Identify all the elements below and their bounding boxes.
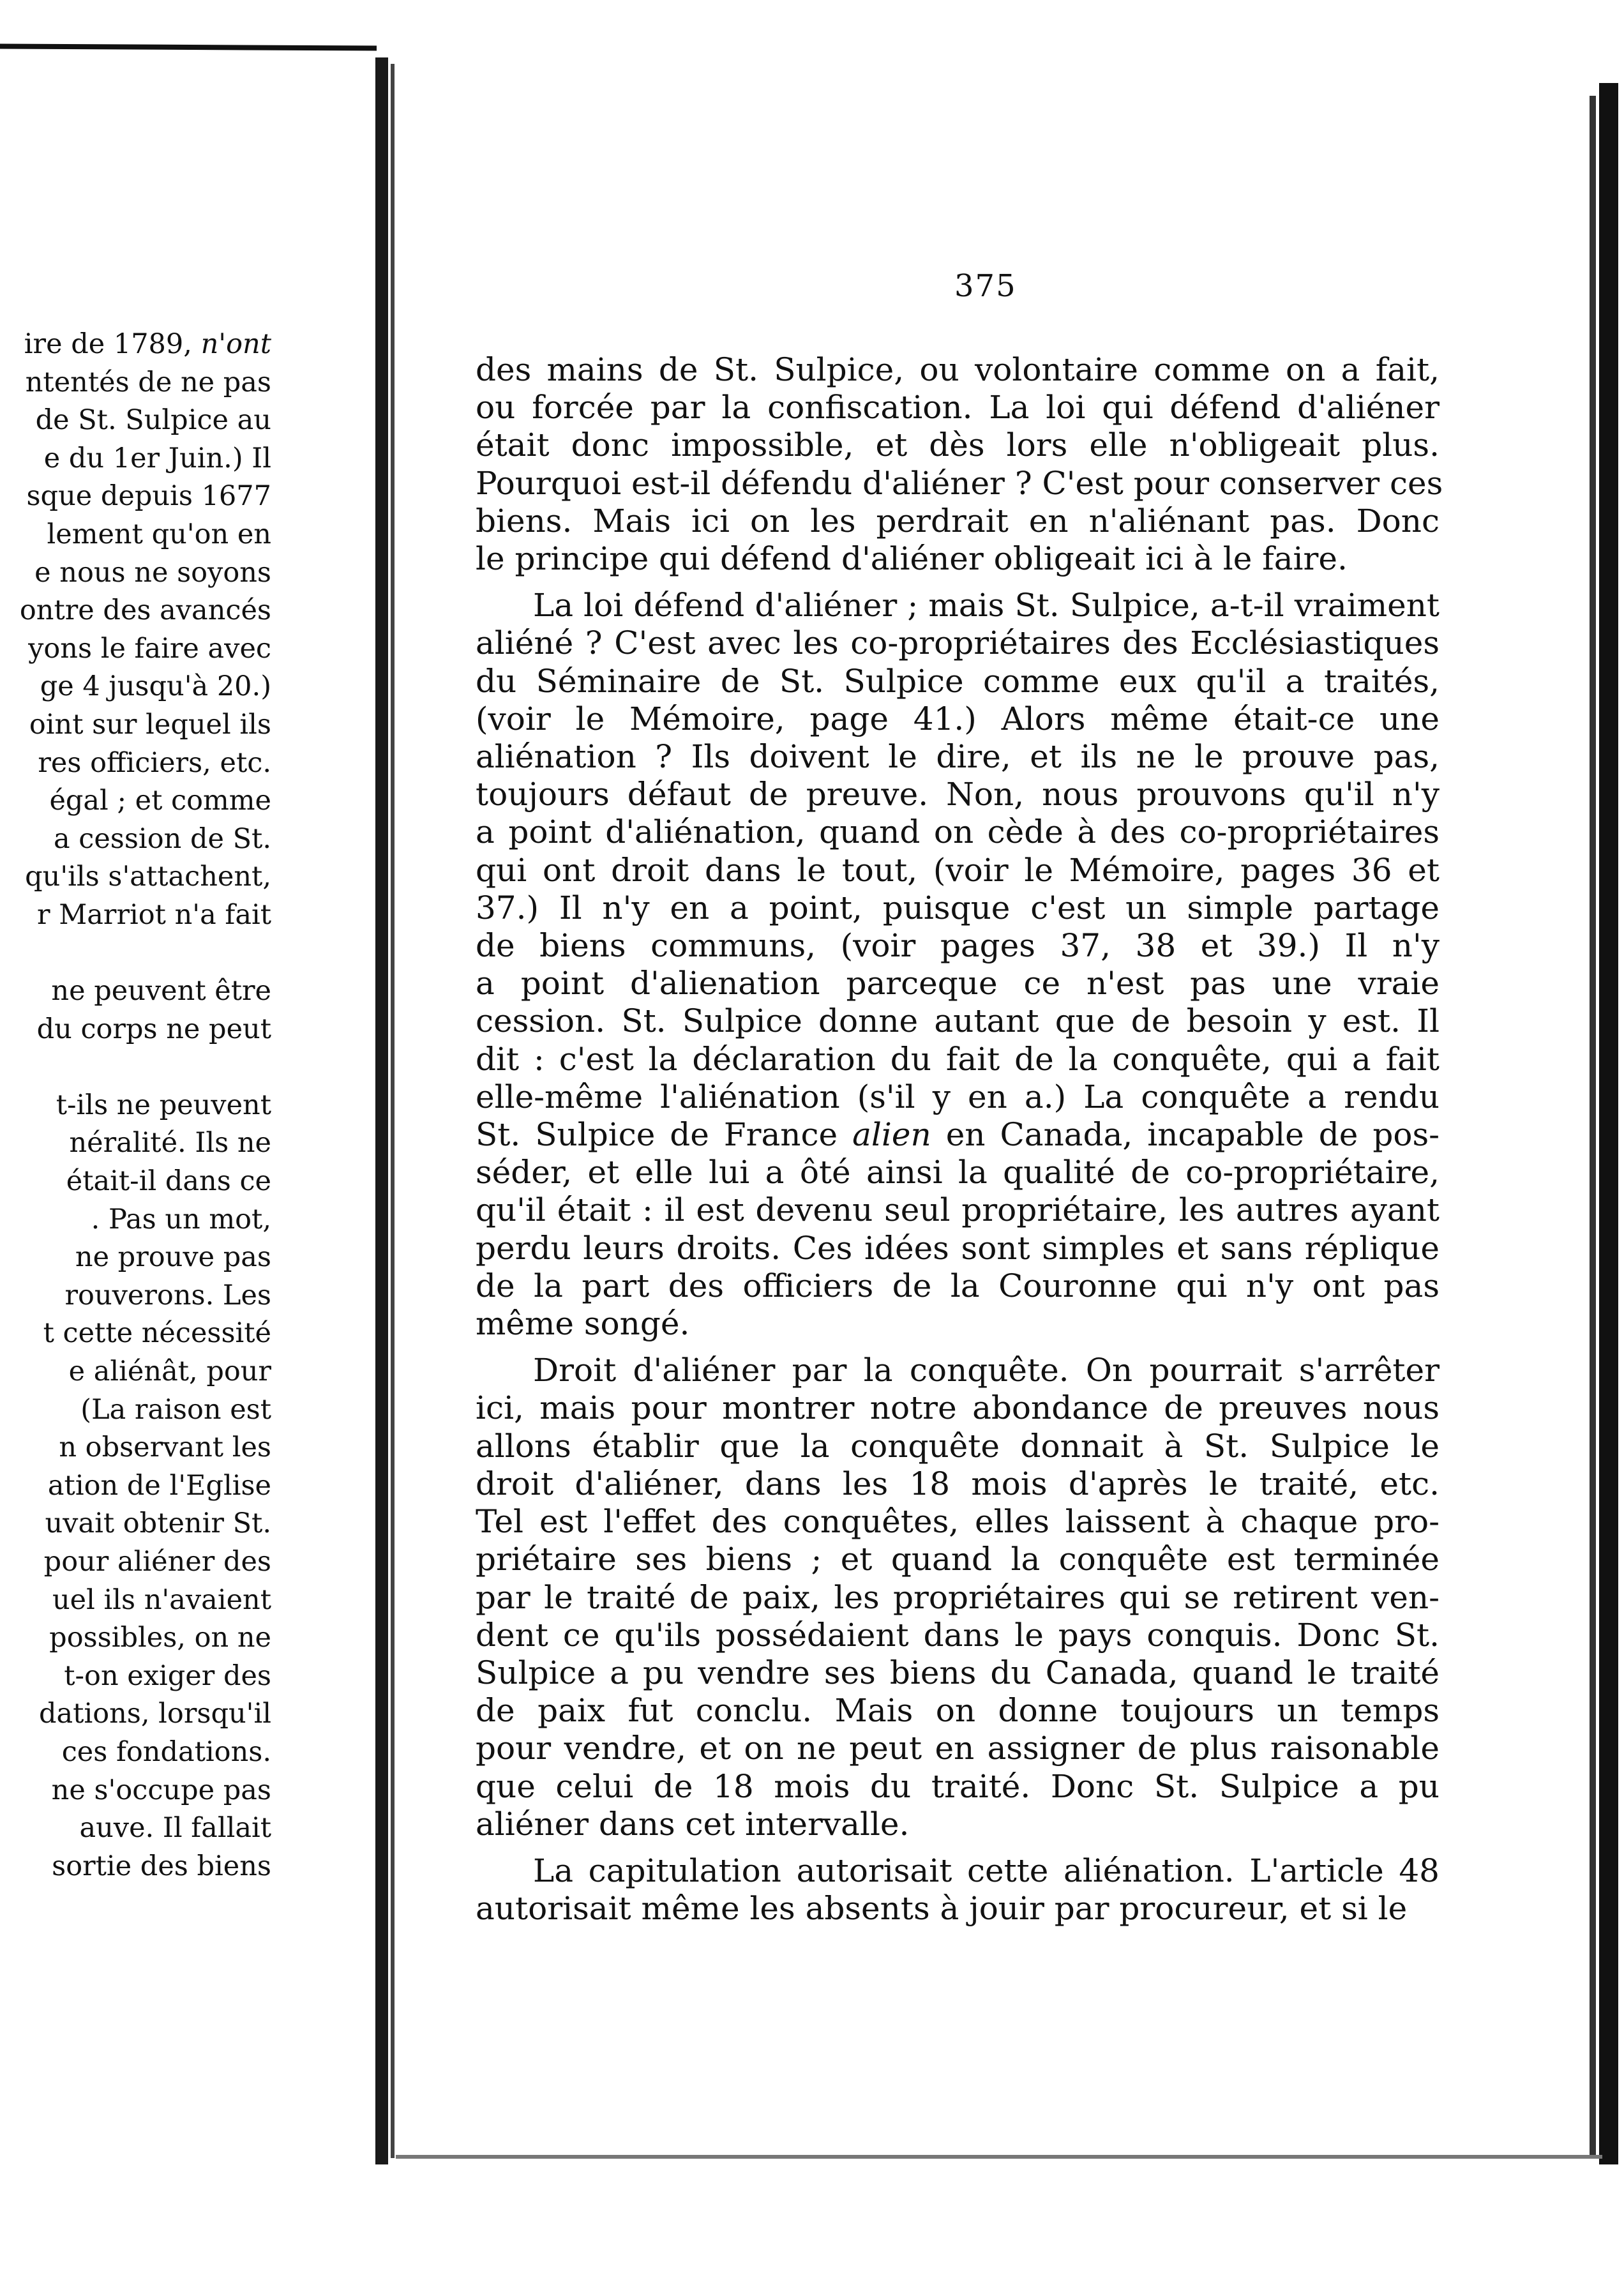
left-page-line	[0, 1048, 271, 1087]
left-page-line: néralité. Ils ne	[69, 1127, 271, 1159]
book-spine	[375, 57, 388, 2164]
text-line: de biens communs, (voir pages 37, 38 et 39.) Il n'y	[476, 927, 1440, 965]
text-line: Sulpice a pu vendre ses biens du Canada, quand le traité	[476, 1654, 1440, 1691]
text-line: dit : c'est la déclaration du fait de la conquête, qui a fait	[476, 1040, 1440, 1078]
paragraph	[476, 587, 1440, 1343]
left-page-line: res officiers, etc.	[38, 746, 271, 779]
page-number: 375	[954, 268, 1017, 304]
bottom-page-edge	[396, 2155, 1602, 2159]
left-page-line: pour aliéner des	[43, 1546, 271, 1578]
text-line: des mains de St. Sulpice, ou volontaire comme on a fait,	[476, 351, 1440, 388]
left-page-fragment	[0, 57, 373, 2088]
left-page-line: sortie des biens	[52, 1850, 271, 1882]
text-line: aliénation ? Ils doivent le dire, et ils ne le prouve pas,	[476, 738, 1440, 776]
text-line: allons établir que la conquête donnait à St. Sulpice le	[476, 1427, 1440, 1465]
paragraph	[476, 351, 1443, 578]
page-body-text	[476, 351, 1443, 1928]
text-line: aliéner dans cet intervalle.	[476, 1805, 910, 1843]
text-line: 37.) Il n'y en a point, puisque c'est un simple partage	[476, 889, 1440, 926]
left-page-line: e nous ne soyons	[34, 556, 271, 589]
left-page-line: . Pas un mot,	[91, 1203, 271, 1235]
paragraph	[476, 1352, 1440, 1843]
paragraph	[476, 1852, 1440, 1928]
left-page-line: du corps ne peut	[36, 1013, 271, 1045]
left-page-line: t-on exiger des	[64, 1659, 271, 1692]
left-page-line	[0, 935, 271, 973]
left-page-line: ontre des avancés	[19, 594, 271, 627]
text-line: perdu leurs droits. Ces idées sont simples et sans réplique	[476, 1229, 1440, 1267]
left-page-line: e du 1er Juin.) Il	[43, 442, 271, 474]
spine-shadow	[391, 64, 395, 2158]
text-line: qui ont droit dans le tout, (voir le Mémoire, pages 36 et	[476, 851, 1440, 889]
left-page-line: sque depuis 1677	[26, 480, 271, 513]
text-line: a point d'aliénation, quand on cède à des co-propriétaires	[476, 813, 1440, 851]
text-line: Pourquoi est-il défendu d'aliéner ? C'est pour conserver ces	[476, 464, 1443, 502]
left-page-line: ne peuvent être	[51, 975, 271, 1008]
left-page-line: ne prouve pas	[75, 1241, 271, 1274]
left-page-line: ne s'occupe pas	[51, 1774, 271, 1806]
left-page-line: t cette nécessité	[43, 1317, 271, 1350]
text-line: priétaire ses biens ; et quand la conquête est terminée	[476, 1541, 1440, 1578]
text-line: par le traité de paix, les propriétaires qui se retirent ven-	[476, 1578, 1440, 1616]
left-page-line: ation de l'Eglise	[47, 1469, 271, 1502]
right-page-edge-shadow	[1590, 96, 1596, 2158]
text-line: était donc impossible, et dès lors elle n'obligeait plus.	[476, 427, 1440, 464]
left-page-line: r Marriot n'a fait	[37, 898, 271, 931]
left-page-line: ire de 1789, n'ont	[24, 328, 271, 360]
left-page-text	[0, 326, 271, 1885]
text-line: qu'il était : il est devenu seul propriétaire, les autres ayant	[476, 1191, 1440, 1229]
text-line: cession. St. Sulpice donne autant que de besoin y est. Il	[476, 1002, 1440, 1040]
left-page-line: lement qu'on en	[47, 518, 271, 550]
left-page-line: yons le faire avec	[28, 632, 271, 665]
text-line: toujours défaut de preuve. Non, nous prouvons qu'il n'y	[476, 776, 1440, 813]
text-line: droit d'aliéner, dans les 18 mois d'après le traité, etc.	[476, 1465, 1440, 1502]
text-line: séder, et elle lui a ôté ainsi la qualité de co-propriétaire,	[476, 1154, 1440, 1191]
left-page-line: oint sur lequel ils	[29, 708, 271, 741]
left-page-line: uvait obtenir St.	[45, 1507, 271, 1540]
text-line: même songé.	[476, 1305, 690, 1343]
left-page-line: rouverons. Les	[64, 1279, 271, 1311]
right-page-edge	[1599, 83, 1618, 2164]
left-page-line: dations, lorsqu'il	[39, 1698, 271, 1730]
left-page-line: ge 4 jusqu'à 20.)	[40, 670, 271, 703]
text-line: biens. Mais ici on les perdrait en n'aliénant pas. Donc	[476, 502, 1440, 540]
left-page-line: égal ; et comme	[49, 785, 271, 817]
text-line: elle-même l'aliénation (s'il y en a.) La conquête a rendu	[476, 1078, 1440, 1115]
paragraph-gap	[476, 1843, 1440, 1852]
text-line: du Séminaire de St. Sulpice comme eux qu'il a traités,	[476, 662, 1440, 700]
left-page-line: e aliénât, pour	[68, 1355, 271, 1388]
left-page-line: possibles, on ne	[49, 1622, 271, 1654]
left-page-line: uel ils n'avaient	[52, 1583, 271, 1616]
text-line: ici, mais pour montrer notre abondance de preuves nous	[476, 1389, 1440, 1427]
text-line: Tel est l'effet des conquêtes, elles laissent à chaque pro-	[476, 1503, 1440, 1541]
text-line: St. Sulpice de France alien en Canada, incapable de pos-	[476, 1116, 1440, 1154]
left-page-line: ces fondations.	[61, 1735, 271, 1768]
text-line: a point d'alienation parceque ce n'est pas une vraie	[476, 965, 1440, 1002]
left-page-line: était-il dans ce	[66, 1165, 271, 1198]
left-page-line: auve. Il fallait	[79, 1812, 271, 1845]
left-page-line: a cession de St.	[53, 822, 271, 855]
text-line: La capitulation autorisait cette aliénation. L'article 48	[533, 1852, 1440, 1889]
text-line: (voir le Mémoire, page 41.) Alors même était-ce une	[476, 700, 1440, 737]
text-line: le principe qui défend d'aliéner obligeait ici à le faire.	[476, 540, 1348, 578]
text-line: pour vendre, et on ne peut en assigner de plus raisonable	[476, 1730, 1440, 1767]
paragraph-gap	[476, 1343, 1440, 1352]
text-line: Droit d'aliéner par la conquête. On pourrait s'arrêter	[533, 1352, 1440, 1389]
left-page-line: n observant les	[59, 1431, 271, 1464]
text-line: dent ce qu'ils possédaient dans le pays conquis. Donc St.	[476, 1616, 1440, 1654]
text-line: La loi défend d'aliéner ; mais St. Sulpice, a-t-il vraiment	[533, 587, 1440, 624]
left-page-line: t-ils ne peuvent	[56, 1089, 271, 1121]
text-line: que celui de 18 mois du traité. Donc St. Sulpice a pu	[476, 1767, 1440, 1805]
left-page-line: qu'ils s'attachent,	[25, 861, 271, 893]
left-page-line: ntentés de ne pas	[25, 366, 271, 398]
text-line: de paix fut conclu. Mais on donne toujours un temps	[476, 1692, 1440, 1730]
text-line: aliéné ? C'est avec les co-propriétaires des Ecclésiastiques	[476, 624, 1440, 662]
text-line: de la part des officiers de la Couronne qui n'y ont pas	[476, 1267, 1440, 1304]
text-line: autorisait même les absents à jouir par procureur, et si le	[476, 1890, 1408, 1928]
left-page-line: (La raison est	[80, 1393, 271, 1426]
paragraph-gap	[476, 578, 1440, 587]
text-line: ou forcée par la confiscation. La loi qui défend d'aliéner	[476, 389, 1440, 427]
left-page-line: de St. Sulpice au	[35, 404, 271, 437]
